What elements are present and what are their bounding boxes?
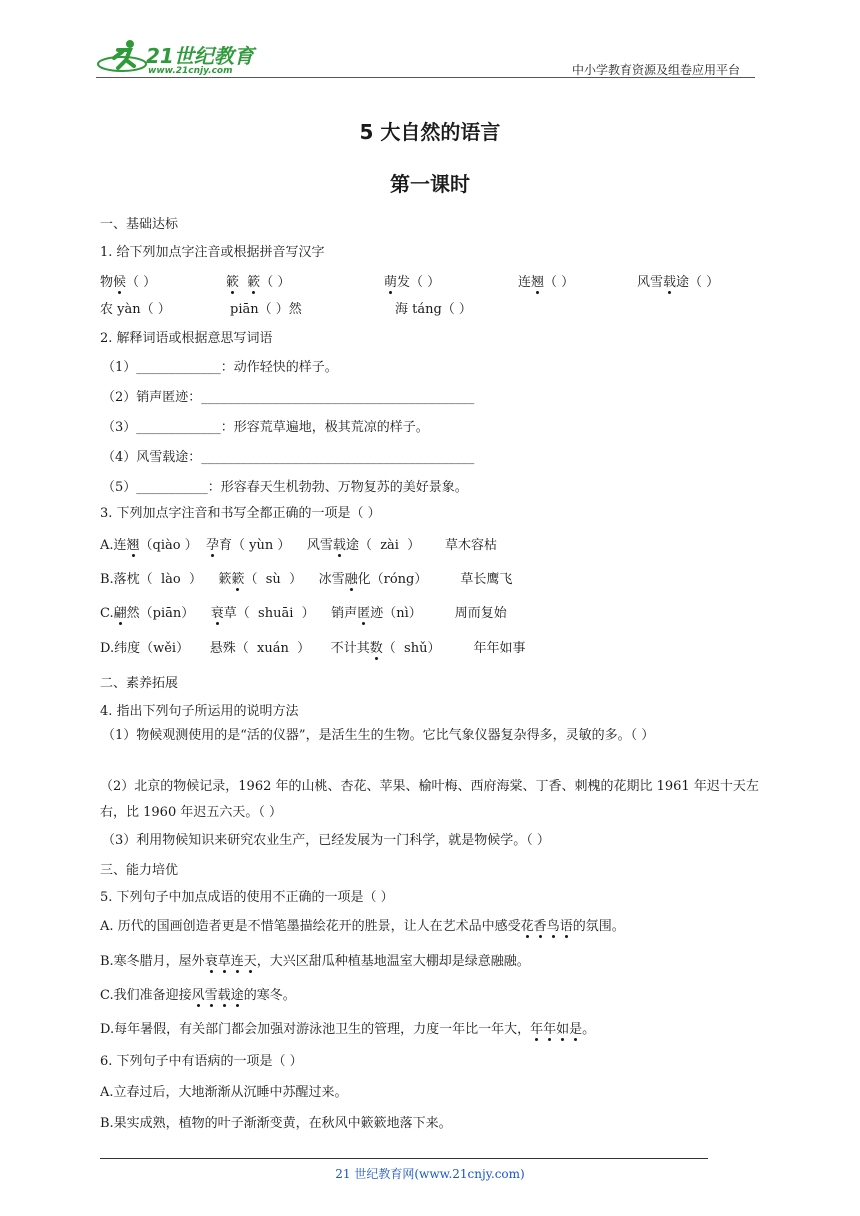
footer-link[interactable]: 21 世纪教育网(www.21cnjy.com) <box>335 1167 525 1181</box>
emphasis-char: 语 <box>560 915 573 934</box>
emphasis-char: 衰 <box>205 950 218 969</box>
page-title: 5 大自然的语言 <box>359 120 501 144</box>
header-divider <box>96 77 755 78</box>
q4-item: （3）利用物候知识来研究农业生产，已经发展为一门科学，就是物候学。（ ） <box>102 833 550 848</box>
q2-item: （3）_____________：形容荒草遍地，极其荒凉的样子。 <box>102 420 429 435</box>
header-platform-text: 中小学教育资源及组卷应用平台 <box>572 63 741 77</box>
q1-item: 农 yàn（ ） <box>100 302 171 317</box>
q1-item: 连翘（ ） <box>518 271 574 290</box>
emphasis-char: 年 <box>543 1018 556 1037</box>
logo-text: 21世纪教育 <box>146 44 254 68</box>
q2-item: （2）销声匿迹：__________________________________________ <box>102 390 475 405</box>
q2-item: （4）风雪载途：__________________________________________ <box>102 450 475 465</box>
emphasis-char: 途 <box>231 984 244 1003</box>
q6-option-b: B.果实成熟，植物的叶子渐渐变黄，在秋风中簌簌地落下来。 <box>100 1116 452 1131</box>
footer-divider <box>100 1158 708 1159</box>
emphasis-char: 载 <box>218 984 231 1003</box>
emphasis-char: 连 <box>231 950 244 969</box>
logo-url: www.21cnjy.com <box>148 66 233 76</box>
question-1-stem: 1. 给下列加点字注音或根据拼音写汉字 <box>100 245 325 260</box>
q5-option-c: C.我们准备迎接风雪载途的寒冬。 <box>100 984 296 1003</box>
emphasis-char: 是 <box>569 1018 582 1037</box>
q3-option-b: B.落枕（ lào ） 簌簌（ sù ） 冰雪融化（róng） 草长鹰飞 <box>100 568 512 587</box>
q1-item: 簌 簌（ ） <box>226 271 290 290</box>
q5-option-a: A. 历代的国画创造者更是不惜笔墨描绘花开的胜景，让人在艺术品中感受花香鸟语的氛围。 <box>100 915 625 934</box>
q1-item: 萌发（ ） <box>384 271 440 290</box>
q5-option-d: D.每年暑假，有关部门都会加强对游泳池卫生的管理，力度一年比一年大，年年如是。 <box>100 1018 595 1037</box>
emphasis-char: 草 <box>218 950 231 969</box>
q3-option-c: C.翩然（piān） 衰草（ shuāi ） 销声匿迹（nì） 周而复始 <box>100 602 507 621</box>
q4-item: （2）北京的物候记录，1962 年的山桃、杏花、苹果、榆叶梅、西府海棠、丁香、刺槐的花期比 1961 年迟十天左右，比 1960 年迟五六天。（ ） <box>100 779 759 820</box>
section-heading: 三、能力培优 <box>100 863 179 878</box>
question-4-stem: 4. 指出下列句子所运用的说明方法 <box>100 704 299 719</box>
emphasis-char: 风 <box>192 984 205 1003</box>
section-heading: 二、素养拓展 <box>100 676 179 691</box>
q6-option-a: A.立春过后，大地渐渐从沉睡中苏醒过来。 <box>100 1085 348 1100</box>
q3-option-d: D.纬度（wěi） 悬殊（ xuán ） 不计其数（ shǔ） 年年如事 <box>100 637 526 656</box>
q4-item: （1）物候观测使用的是“活的仪器”，是活生生的生物。它比气象仪器复杂得多，灵敏的多。（ ） <box>102 728 655 743</box>
q2-item: （1）_____________：动作轻快的样子。 <box>102 360 338 375</box>
emphasis-char: 年 <box>530 1018 543 1037</box>
emphasis-char: 鸟 <box>547 915 560 934</box>
q2-item: （5）___________：形容春天生机勃勃、万物复苏的美好景象。 <box>102 480 468 495</box>
q5-option-b: B.寒冬腊月，屋外衰草连天，大兴区甜瓜种植基地温室大棚却是绿意融融。 <box>100 950 530 969</box>
emphasis-char: 香 <box>534 915 547 934</box>
question-2-stem: 2. 解释词语或根据意思写词语 <box>100 331 273 346</box>
section-heading: 一、基础达标 <box>100 217 179 232</box>
emphasis-char: 如 <box>556 1018 569 1037</box>
question-6-stem: 6. 下列句子中有语病的一项是（ ） <box>100 1054 303 1069</box>
q1-item: 物候（ ） <box>100 271 156 290</box>
emphasis-char: 雪 <box>205 984 218 1003</box>
emphasis-char: 花 <box>521 915 534 934</box>
q1-item: 风雪载途（ ） <box>637 271 719 290</box>
q3-option-a: A.连翘（qiào ） 孕育（ yùn ） 风雪载途（ zài ） 草木容枯 <box>100 534 497 553</box>
question-5-stem: 5. 下列句子中加点成语的使用不正确的一项是（ ） <box>100 890 394 905</box>
question-3-stem: 3. 下列加点字注音和书写全都正确的一项是（ ） <box>100 506 381 521</box>
page-subtitle: 第一课时 <box>390 172 470 196</box>
q1-item: piān（ ）然 <box>230 302 302 317</box>
emphasis-char: 天 <box>244 950 257 969</box>
q1-item: 海 táng（ ） <box>395 302 472 317</box>
